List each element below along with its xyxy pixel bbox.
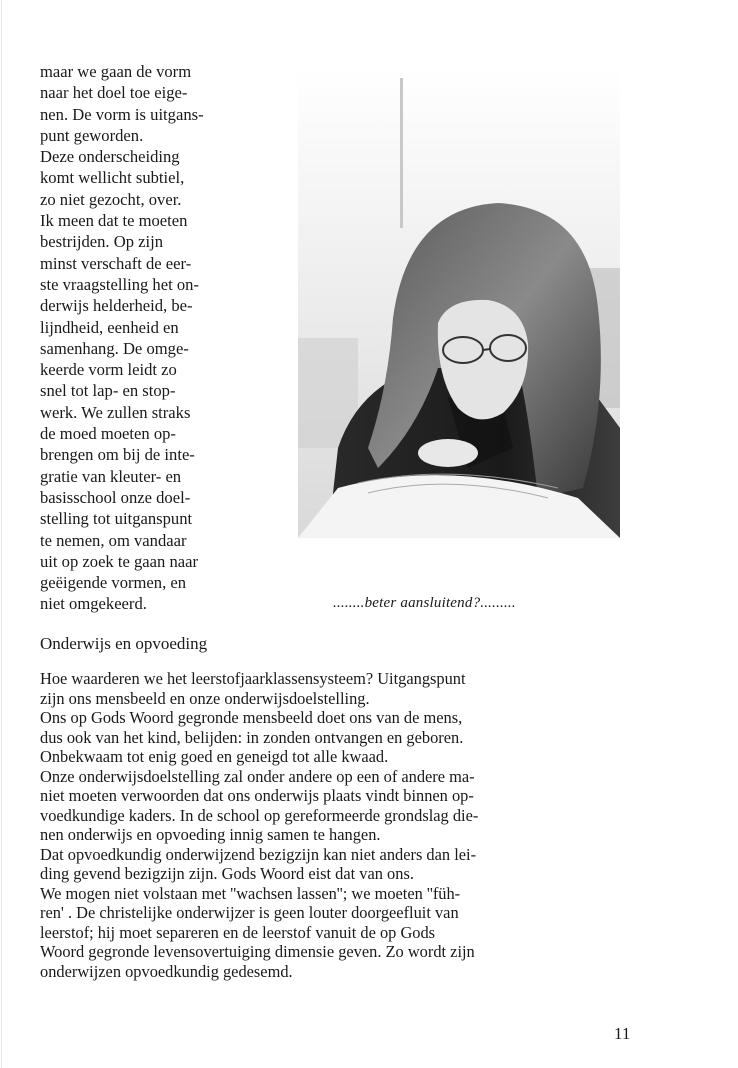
text-line: We mogen niet volstaan met ''wachsen lassen''; we moeten ''füh-	[40, 883, 461, 903]
text-line: lijndheid, eenheid en	[40, 317, 179, 337]
text-line: Hoe waarderen we het leerstofjaarklassensysteem? Uitgangspunt	[40, 669, 466, 688]
text-line: Ons op Gods Woord gegronde mensbeeld doet ons van de mens,	[40, 708, 463, 727]
text-line: komt wellicht subtiel,	[40, 168, 185, 188]
text-line: basisschool onze doel-	[40, 487, 191, 507]
text-line: punt geworden.	[40, 125, 144, 145]
text-line: naar het doel toe eige-	[40, 83, 188, 103]
page-number: 11	[614, 1024, 631, 1043]
text-line: samenhang. De omge-	[40, 338, 189, 358]
left-column-text	[40, 61, 295, 615]
text-line: zijn ons mensbeeld en onze onderwijsdoelstelling.	[40, 688, 370, 708]
page-edge	[1, 0, 2, 1068]
text-line: de moed moeten op-	[40, 424, 176, 444]
text-line: stelling tot uitganspunt	[40, 509, 193, 529]
text-line: leerstof; hij moet separeren en de leerstof vanuit de op Gods	[40, 922, 436, 942]
text-line: ste vraagstelling het on-	[40, 274, 199, 294]
text-line: keerde vorm leidt zo	[40, 360, 177, 380]
text-line: niet moeten verwoorden dat ons onderwijs plaats vindt binnen op-	[40, 786, 474, 805]
text-line: uit op zoek te gaan naar	[40, 551, 199, 571]
text-line: nen onderwijs en opvoeding innig samen te hangen.	[40, 825, 381, 844]
text-line: brengen om bij de inte-	[40, 445, 195, 465]
text-line: Deze onderscheiding	[40, 147, 180, 167]
text-line: Woord gegronde levensovertuiging dimensie geven. Zo wordt zijn	[40, 942, 475, 961]
text-line: niet omgekeerd.	[40, 594, 147, 614]
text-line: bestrijden. Op zijn	[40, 232, 164, 252]
text-line: maar we gaan de vorm	[40, 62, 192, 81]
text-line: zo niet gezocht, over.	[40, 189, 182, 209]
photo-illustration	[298, 68, 620, 538]
text-line: voedkundige kaders. In de school op gereformeerde grondslag die-	[40, 805, 479, 825]
text-line: ren' . De christelijke onderwijzer is geen louter doorgeefluit van	[40, 903, 459, 922]
text-line: Onbekwaam tot enig goed en geneigd tot alle kwaad.	[40, 747, 389, 766]
text-line: gratie van kleuter- en	[40, 466, 182, 486]
section-body-text	[40, 669, 640, 981]
text-line: onderwijzen opvoedkundig gedesemd.	[40, 961, 293, 981]
section-heading: Onderwijs en opvoeding	[40, 634, 208, 653]
text-line: Ik meen dat te moeten	[40, 211, 188, 231]
text-line: geëigende vormen, en	[40, 573, 187, 593]
text-line: te nemen, om vandaar	[40, 530, 187, 550]
text-line: nen. De vorm is uitgans-	[40, 104, 204, 124]
photo-caption: ........beter aansluitend?.........	[333, 595, 516, 611]
text-line: werk. We zullen straks	[40, 402, 191, 422]
text-line: snel tot lap- en stop-	[40, 381, 176, 401]
text-line: Onze onderwijsdoelstelling zal onder andere op een of andere ma-	[40, 766, 475, 786]
text-line: Dat opvoedkundig onderwijzend bezigzijn kan niet anders dan lei-	[40, 844, 477, 864]
text-line: derwijs helderheid, be-	[40, 296, 193, 316]
photo-girl-reading	[298, 68, 620, 538]
text-line: minst verschaft de eer-	[40, 253, 192, 273]
text-line: dus ook van het kind, belijden: in zonden ontvangen en geboren.	[40, 727, 464, 747]
text-line: ding gevend bezigzijn zijn. Gods Woord eist dat van ons.	[40, 864, 414, 883]
